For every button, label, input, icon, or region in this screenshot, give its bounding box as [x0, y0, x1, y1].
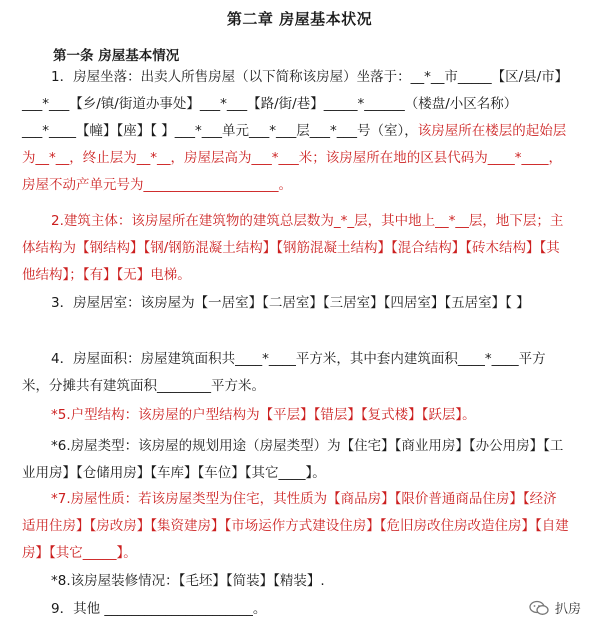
paragraph-6: *6.房屋类型：该房屋的规划用途（房屋类型）为【住宅】【商业用房】【办公用房】【工业用房】【仓储用房】【车库】【车位】【其它____】。 — [22, 438, 564, 481]
paragraph-4: 4．房屋面积：房屋建筑面积共____*____平方米，其中套内建筑面积____*____平方米，分摊共有建筑面积________平方米。 — [22, 351, 546, 394]
paragraph-7: *7.房屋性质：若该房屋类型为住宅，其性质为【商品房】【限价普通商品住房】【经济适用住房】【房改房】【集资建房】【市场运作方式建设住房】【危旧房改住房改造住房】【自建房】【其它_____】。 — [22, 491, 569, 561]
wechat-icon — [529, 600, 549, 616]
paragraph-5: *5.户型结构：该房屋的户型结构为【平层】【错层】【复式楼】【跃层】。 — [51, 407, 476, 423]
watermark-text: 扒房 — [554, 602, 581, 617]
paragraph-1-red-text: 该房屋所在楼层的起始层为__*__，终止层为__*__，房屋层高为___*___米；该房屋所在地的区县代码为____*____，房屋不动产单元号为____________________。 — [22, 123, 567, 193]
paragraph-8: *8.该房屋装修情况：【毛坯】【简装】【精装】. — [51, 573, 325, 589]
paragraph-1-text: 1．房屋坐落：出卖人所售房屋（以下简称该房屋）坐落于：__*__市_____【区/县/市】___*___【乡/镇/街道办事处】___*___【路/街/巷】_____*______（楼盘/小区名称）___*____【幢】【座】【 】___*___单元___*___层___*___号（室）， — [22, 69, 569, 139]
watermark — [529, 598, 581, 617]
paragraph-3: 3．房屋居室：该房屋为【一居室】【二居室】【三居室】【四居室】【五居室】【 】 — [51, 295, 530, 311]
chapter-title: 第二章 房屋基本状况 — [226, 10, 373, 28]
paragraph-9: 9．其他 ______________________。 — [51, 601, 267, 617]
paragraph-2: 2.建筑主体：该房屋所在建筑物的建筑总层数为_*_层，其中地上__*__层，地下层；主体结构为【钢结构】【钢/钢筋混凝土结构】【钢筋混凝土结构】【混合结构】【砖木结构】【其他结构】；【有】【无】电梯。 — [22, 213, 564, 283]
paragraph-1 — [22, 64, 570, 199]
article-title: 第一条 房屋基本情况 — [53, 48, 180, 64]
